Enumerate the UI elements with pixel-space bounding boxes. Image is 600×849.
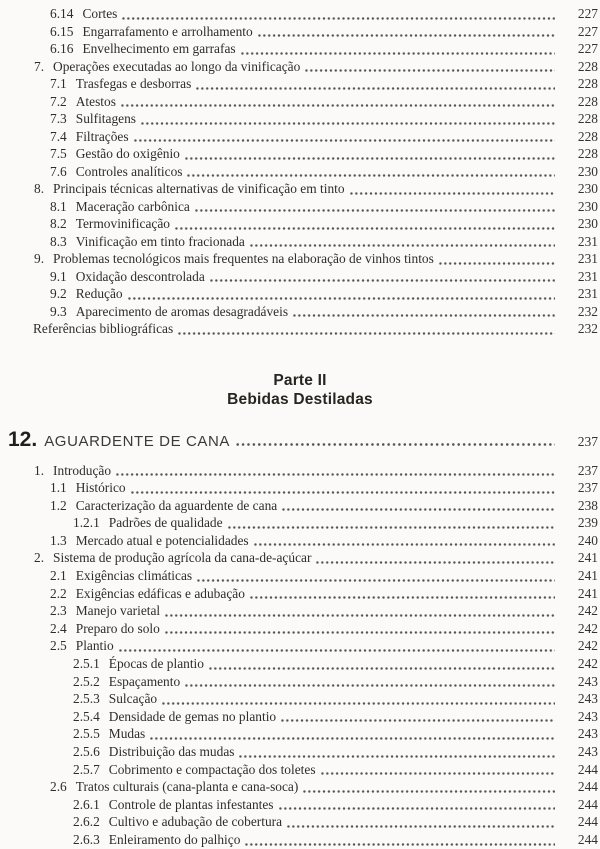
toc-entry-label: Exigências edáficas e adubação bbox=[75, 585, 245, 601]
chapter-page-number: 237 bbox=[577, 433, 598, 449]
toc-entry-number: 8.3 bbox=[50, 233, 67, 249]
toc-entry-label: Envelhecimento em garrafas bbox=[82, 41, 236, 56]
toc-entry-label: Cobrimento e compactação dos toletes bbox=[108, 761, 316, 777]
part-title: Bebidas Destiladas bbox=[227, 391, 373, 408]
toc-entry-number: 6.15 bbox=[50, 23, 74, 39]
chapter-title: AGUARDENTE DE CANA bbox=[44, 432, 231, 450]
toc-entry-page-number: 227 bbox=[577, 6, 598, 21]
toc-entry-number: 9.1 bbox=[50, 268, 67, 284]
toc-entry-page-number: 228 bbox=[577, 93, 598, 109]
dot-leader bbox=[161, 690, 555, 708]
toc-entry-label: Controle de plantas infestantes bbox=[108, 796, 274, 812]
toc-entry-page-number: 231 bbox=[577, 268, 598, 284]
toc-entry bbox=[0, 40, 600, 58]
toc-entry-page-number: 231 bbox=[577, 251, 598, 266]
toc-entry-page-number: 242 bbox=[577, 620, 598, 636]
toc-entry-number: 7.1 bbox=[50, 76, 67, 91]
toc-entry bbox=[0, 673, 600, 691]
toc-entry-label: Filtrações bbox=[75, 128, 129, 144]
toc-entry-number: 7. bbox=[34, 58, 45, 74]
toc-entry-label: Distribuição das mudas bbox=[108, 744, 235, 759]
toc-entry-number: 7.5 bbox=[50, 146, 67, 161]
toc-entry bbox=[0, 58, 600, 76]
toc-entry-label: Oxidação descontrolada bbox=[75, 268, 205, 284]
toc-entry-page-number: 243 bbox=[577, 691, 598, 707]
toc-entry-label: Caracterização da aguardente de cana bbox=[75, 497, 278, 513]
toc-entry-label: Maceração carbônica bbox=[75, 198, 190, 214]
toc-entry bbox=[0, 462, 600, 480]
toc-entry-page-number: 241 bbox=[577, 568, 598, 584]
toc-entry bbox=[0, 215, 600, 233]
toc-entry bbox=[0, 831, 600, 849]
toc-entry-number: 7.6 bbox=[50, 163, 67, 179]
toc-entry bbox=[0, 532, 600, 550]
toc-entry-label: Enleiramento do palhiço bbox=[108, 831, 241, 847]
toc-entry-label: Sistema de produção agrícola da cana-de-açúcar bbox=[53, 550, 312, 566]
toc-section-vinification-end bbox=[0, 5, 600, 338]
toc-entry bbox=[0, 813, 600, 831]
toc-entry-page-number: 244 bbox=[577, 796, 598, 812]
toc-entry-number: 9. bbox=[34, 251, 45, 266]
dot-leader bbox=[186, 163, 555, 181]
dot-leader bbox=[280, 708, 555, 726]
toc-entry-label: Redução bbox=[75, 286, 123, 301]
dot-leader bbox=[227, 514, 555, 532]
toc-entry bbox=[0, 549, 600, 567]
toc-entry-label: Mudas bbox=[108, 726, 146, 742]
toc-entry-page-number: 232 bbox=[577, 303, 598, 319]
toc-entry-label: Exigências climáticas bbox=[75, 568, 193, 584]
toc-entry-number: 8.2 bbox=[50, 216, 67, 231]
toc-entry-label: Padrões de qualidade bbox=[108, 515, 223, 531]
toc-entry-page-number: 228 bbox=[577, 128, 598, 144]
dot-leader bbox=[438, 250, 555, 268]
toc-entry bbox=[0, 23, 600, 41]
toc-entry-label: Referências bibliográficas bbox=[33, 321, 174, 336]
dot-leader bbox=[164, 602, 555, 620]
toc-entry-page-number: 242 bbox=[577, 638, 598, 654]
toc-entry bbox=[0, 743, 600, 761]
toc-entry-number: 8.1 bbox=[50, 198, 67, 214]
toc-entry-number: 2.6.3 bbox=[73, 831, 100, 847]
dot-leader bbox=[177, 320, 555, 338]
toc-entry-label: Operações executadas ao longo da vinificação bbox=[53, 58, 301, 74]
dot-leader bbox=[195, 75, 555, 93]
toc-entry-page-number: 243 bbox=[577, 726, 598, 742]
toc-entry-number: 1. bbox=[34, 462, 45, 478]
toc-entry-number: 2. bbox=[34, 550, 45, 566]
toc-entry bbox=[0, 250, 600, 268]
dot-leader bbox=[120, 93, 555, 111]
toc-entry-number: 9.2 bbox=[50, 286, 67, 301]
toc-entry-label: Cultivo e adubação de cobertura bbox=[108, 814, 283, 830]
toc-entry-number: 1.3 bbox=[50, 532, 67, 548]
toc-entry-page-number: 242 bbox=[577, 656, 598, 672]
toc-entry bbox=[0, 761, 600, 779]
toc-entry-number: 7.2 bbox=[50, 93, 67, 109]
toc-entry-number: 2.5.6 bbox=[73, 744, 100, 759]
dot-leader bbox=[235, 427, 555, 453]
toc-entry bbox=[0, 497, 600, 515]
toc-entry bbox=[0, 93, 600, 111]
toc-entry bbox=[0, 567, 600, 585]
toc-entry-page-number: 228 bbox=[577, 76, 598, 91]
dot-leader bbox=[130, 479, 555, 497]
toc-entry-page-number: 244 bbox=[577, 761, 598, 777]
toc-entry-page-number: 227 bbox=[577, 23, 598, 39]
toc-entry bbox=[0, 233, 600, 251]
toc-entry-label: Engarrafamento e arrolhamento bbox=[82, 23, 253, 39]
toc-entry bbox=[0, 303, 600, 321]
dot-leader bbox=[208, 655, 555, 673]
toc-entry bbox=[0, 725, 600, 743]
toc-entry bbox=[0, 320, 600, 338]
toc-entry-page-number: 228 bbox=[577, 58, 598, 74]
toc-entry bbox=[0, 778, 600, 796]
toc-entry-number: 2.4 bbox=[50, 620, 67, 636]
toc-entry-label: Trasfegas e desborras bbox=[75, 76, 192, 91]
toc-entry-page-number: 230 bbox=[577, 181, 598, 196]
dot-leader bbox=[320, 761, 555, 779]
dot-leader bbox=[249, 233, 555, 251]
toc-entry-label: Problemas tecnológicos mais frequentes na elaboração de vinhos tintos bbox=[53, 251, 434, 266]
toc-entry-page-number: 228 bbox=[577, 146, 598, 161]
toc-entry-number: 2.6 bbox=[50, 779, 67, 795]
toc-entry bbox=[0, 75, 600, 93]
toc-section-aguardente-de-cana bbox=[0, 462, 600, 849]
toc-entry bbox=[0, 5, 600, 23]
toc-entry-page-number: 231 bbox=[577, 286, 598, 301]
toc-entry-page-number: 237 bbox=[577, 462, 598, 478]
toc-entry-number: 7.4 bbox=[50, 128, 67, 144]
toc-entry bbox=[0, 479, 600, 497]
toc-entry bbox=[0, 796, 600, 814]
part-number: Parte II bbox=[273, 371, 327, 389]
toc-entry-page-number: 230 bbox=[577, 198, 598, 214]
toc-entry-page-number: 241 bbox=[577, 550, 598, 566]
dot-leader bbox=[249, 585, 555, 603]
dot-leader bbox=[118, 637, 555, 655]
dot-leader bbox=[292, 303, 555, 321]
toc-entry-page-number: 228 bbox=[577, 111, 598, 126]
toc-entry-page-number: 243 bbox=[577, 673, 598, 689]
toc-entry bbox=[0, 637, 600, 655]
toc-entry-number: 2.5.7 bbox=[73, 761, 100, 777]
toc-entry-number: 2.3 bbox=[50, 603, 67, 619]
toc-entry-label: Introdução bbox=[53, 462, 112, 478]
dot-leader bbox=[349, 180, 555, 198]
dot-leader bbox=[174, 215, 555, 233]
toc-entry bbox=[0, 110, 600, 128]
dot-leader bbox=[164, 620, 555, 638]
toc-entry-page-number: 231 bbox=[577, 233, 598, 249]
toc-entry-label: Aparecimento de aromas desagradáveis bbox=[75, 303, 289, 319]
toc-entry-label: Atestos bbox=[75, 93, 116, 109]
toc-entry bbox=[0, 268, 600, 286]
toc-entry bbox=[0, 708, 600, 726]
dot-leader bbox=[133, 128, 555, 146]
toc-entry bbox=[0, 655, 600, 673]
dot-leader bbox=[278, 796, 555, 814]
toc-entry-label: Tratos culturais (cana-planta e cana-soca) bbox=[75, 779, 299, 795]
toc-entry-label: Gestão do oxigênio bbox=[75, 146, 180, 161]
toc-entry-page-number: 241 bbox=[577, 585, 598, 601]
dot-leader bbox=[209, 268, 555, 286]
toc-entry-page-number: 237 bbox=[577, 480, 598, 496]
toc-entry bbox=[0, 620, 600, 638]
toc-entry-number: 8. bbox=[34, 181, 45, 196]
toc-entry-label: Sulfitagens bbox=[75, 111, 137, 126]
toc-entry-page-number: 243 bbox=[577, 708, 598, 724]
chapter-number: 12. bbox=[8, 427, 38, 451]
toc-entry-label: Principais técnicas alternativas de vinificação em tinto bbox=[53, 181, 345, 196]
dot-leader bbox=[281, 497, 555, 515]
toc-entry-number: 1.2 bbox=[50, 497, 67, 513]
toc-entry-number: 7.3 bbox=[50, 111, 67, 126]
toc-entry-label: Vinificação em tinto fracionada bbox=[75, 233, 245, 249]
toc-entry-label: Espaçamento bbox=[108, 673, 181, 689]
toc-entry-page-number: 242 bbox=[577, 603, 598, 619]
toc-entry-page-number: 230 bbox=[577, 163, 598, 179]
toc-entry-number: 2.5 bbox=[50, 638, 67, 654]
toc-entry-number: 2.5.4 bbox=[73, 708, 100, 724]
toc-entry-page-number: 232 bbox=[577, 321, 598, 336]
toc-entry-label: Controles analíticos bbox=[75, 163, 183, 179]
toc-entry-label: Preparo do solo bbox=[75, 620, 160, 636]
dot-leader bbox=[115, 462, 555, 480]
toc-entry-page-number: 227 bbox=[577, 41, 598, 56]
toc-entry bbox=[0, 163, 600, 181]
toc-entry-number: 2.5.5 bbox=[73, 726, 100, 742]
dot-leader bbox=[286, 813, 555, 831]
toc-entry-number: 2.5.1 bbox=[73, 656, 100, 672]
toc-entry-label: Sulcação bbox=[108, 691, 158, 707]
toc-entry bbox=[0, 514, 600, 532]
toc-entry bbox=[0, 285, 600, 303]
toc-entry-number: 2.5.2 bbox=[73, 673, 100, 689]
toc-entry bbox=[0, 585, 600, 603]
dot-leader bbox=[253, 532, 555, 550]
dot-leader bbox=[194, 198, 555, 216]
dot-leader bbox=[302, 778, 555, 796]
toc-entry-page-number: 244 bbox=[577, 814, 598, 830]
toc-entry bbox=[0, 690, 600, 708]
dot-leader bbox=[127, 285, 555, 303]
toc-entry bbox=[0, 602, 600, 620]
toc-entry-page-number: 239 bbox=[577, 515, 598, 531]
dot-leader bbox=[184, 673, 555, 691]
toc-entry-number: 2.6.1 bbox=[73, 796, 100, 812]
toc-entry-number: 6.14 bbox=[50, 6, 74, 21]
dot-leader bbox=[149, 725, 555, 743]
toc-entry-number: 9.3 bbox=[50, 303, 67, 319]
dot-leader bbox=[196, 567, 555, 585]
part-heading bbox=[0, 371, 600, 410]
dot-leader bbox=[315, 549, 555, 567]
toc-entry-number: 1.2.1 bbox=[73, 515, 100, 531]
toc-entry-label: Cortes bbox=[82, 6, 118, 21]
toc-entry-label: Plantio bbox=[75, 638, 114, 654]
dot-leader bbox=[184, 145, 555, 163]
dot-leader bbox=[244, 831, 555, 849]
toc-entry-page-number: 244 bbox=[577, 831, 598, 847]
toc-entry-label: Densidade de gemas no plantio bbox=[108, 708, 277, 724]
toc-entry-label: Épocas de plantio bbox=[108, 656, 204, 672]
toc-entry-page-number: 243 bbox=[577, 744, 598, 759]
dot-leader bbox=[257, 23, 555, 41]
toc-entry bbox=[0, 128, 600, 146]
toc-entry-label: Termovinificação bbox=[75, 216, 170, 231]
toc-entry bbox=[0, 198, 600, 216]
toc-entry-number: 2.5.3 bbox=[73, 691, 100, 707]
toc-entry-number: 2.2 bbox=[50, 585, 67, 601]
dot-leader bbox=[304, 58, 555, 76]
toc-entry-number: 2.1 bbox=[50, 568, 67, 584]
toc-entry-number: 6.16 bbox=[50, 41, 74, 56]
toc-entry-label: Histórico bbox=[75, 480, 126, 496]
toc-entry-page-number: 230 bbox=[577, 216, 598, 231]
dot-leader bbox=[121, 5, 555, 23]
toc-entry-page-number: 238 bbox=[577, 497, 598, 513]
toc-entry-label: Manejo varietal bbox=[75, 603, 161, 619]
toc-entry bbox=[0, 145, 600, 163]
dot-leader bbox=[240, 40, 555, 58]
dot-leader bbox=[140, 110, 555, 128]
chapter-entry bbox=[0, 427, 600, 453]
toc-entry-page-number: 240 bbox=[577, 532, 598, 548]
toc-entry-number: 1.1 bbox=[50, 480, 67, 496]
toc-entry-label: Mercado atual e potencialidades bbox=[75, 532, 249, 548]
dot-leader bbox=[238, 743, 555, 761]
toc-entry-number: 2.6.2 bbox=[73, 814, 100, 830]
toc-entry-page-number: 244 bbox=[577, 779, 598, 795]
toc-entry bbox=[0, 180, 600, 198]
